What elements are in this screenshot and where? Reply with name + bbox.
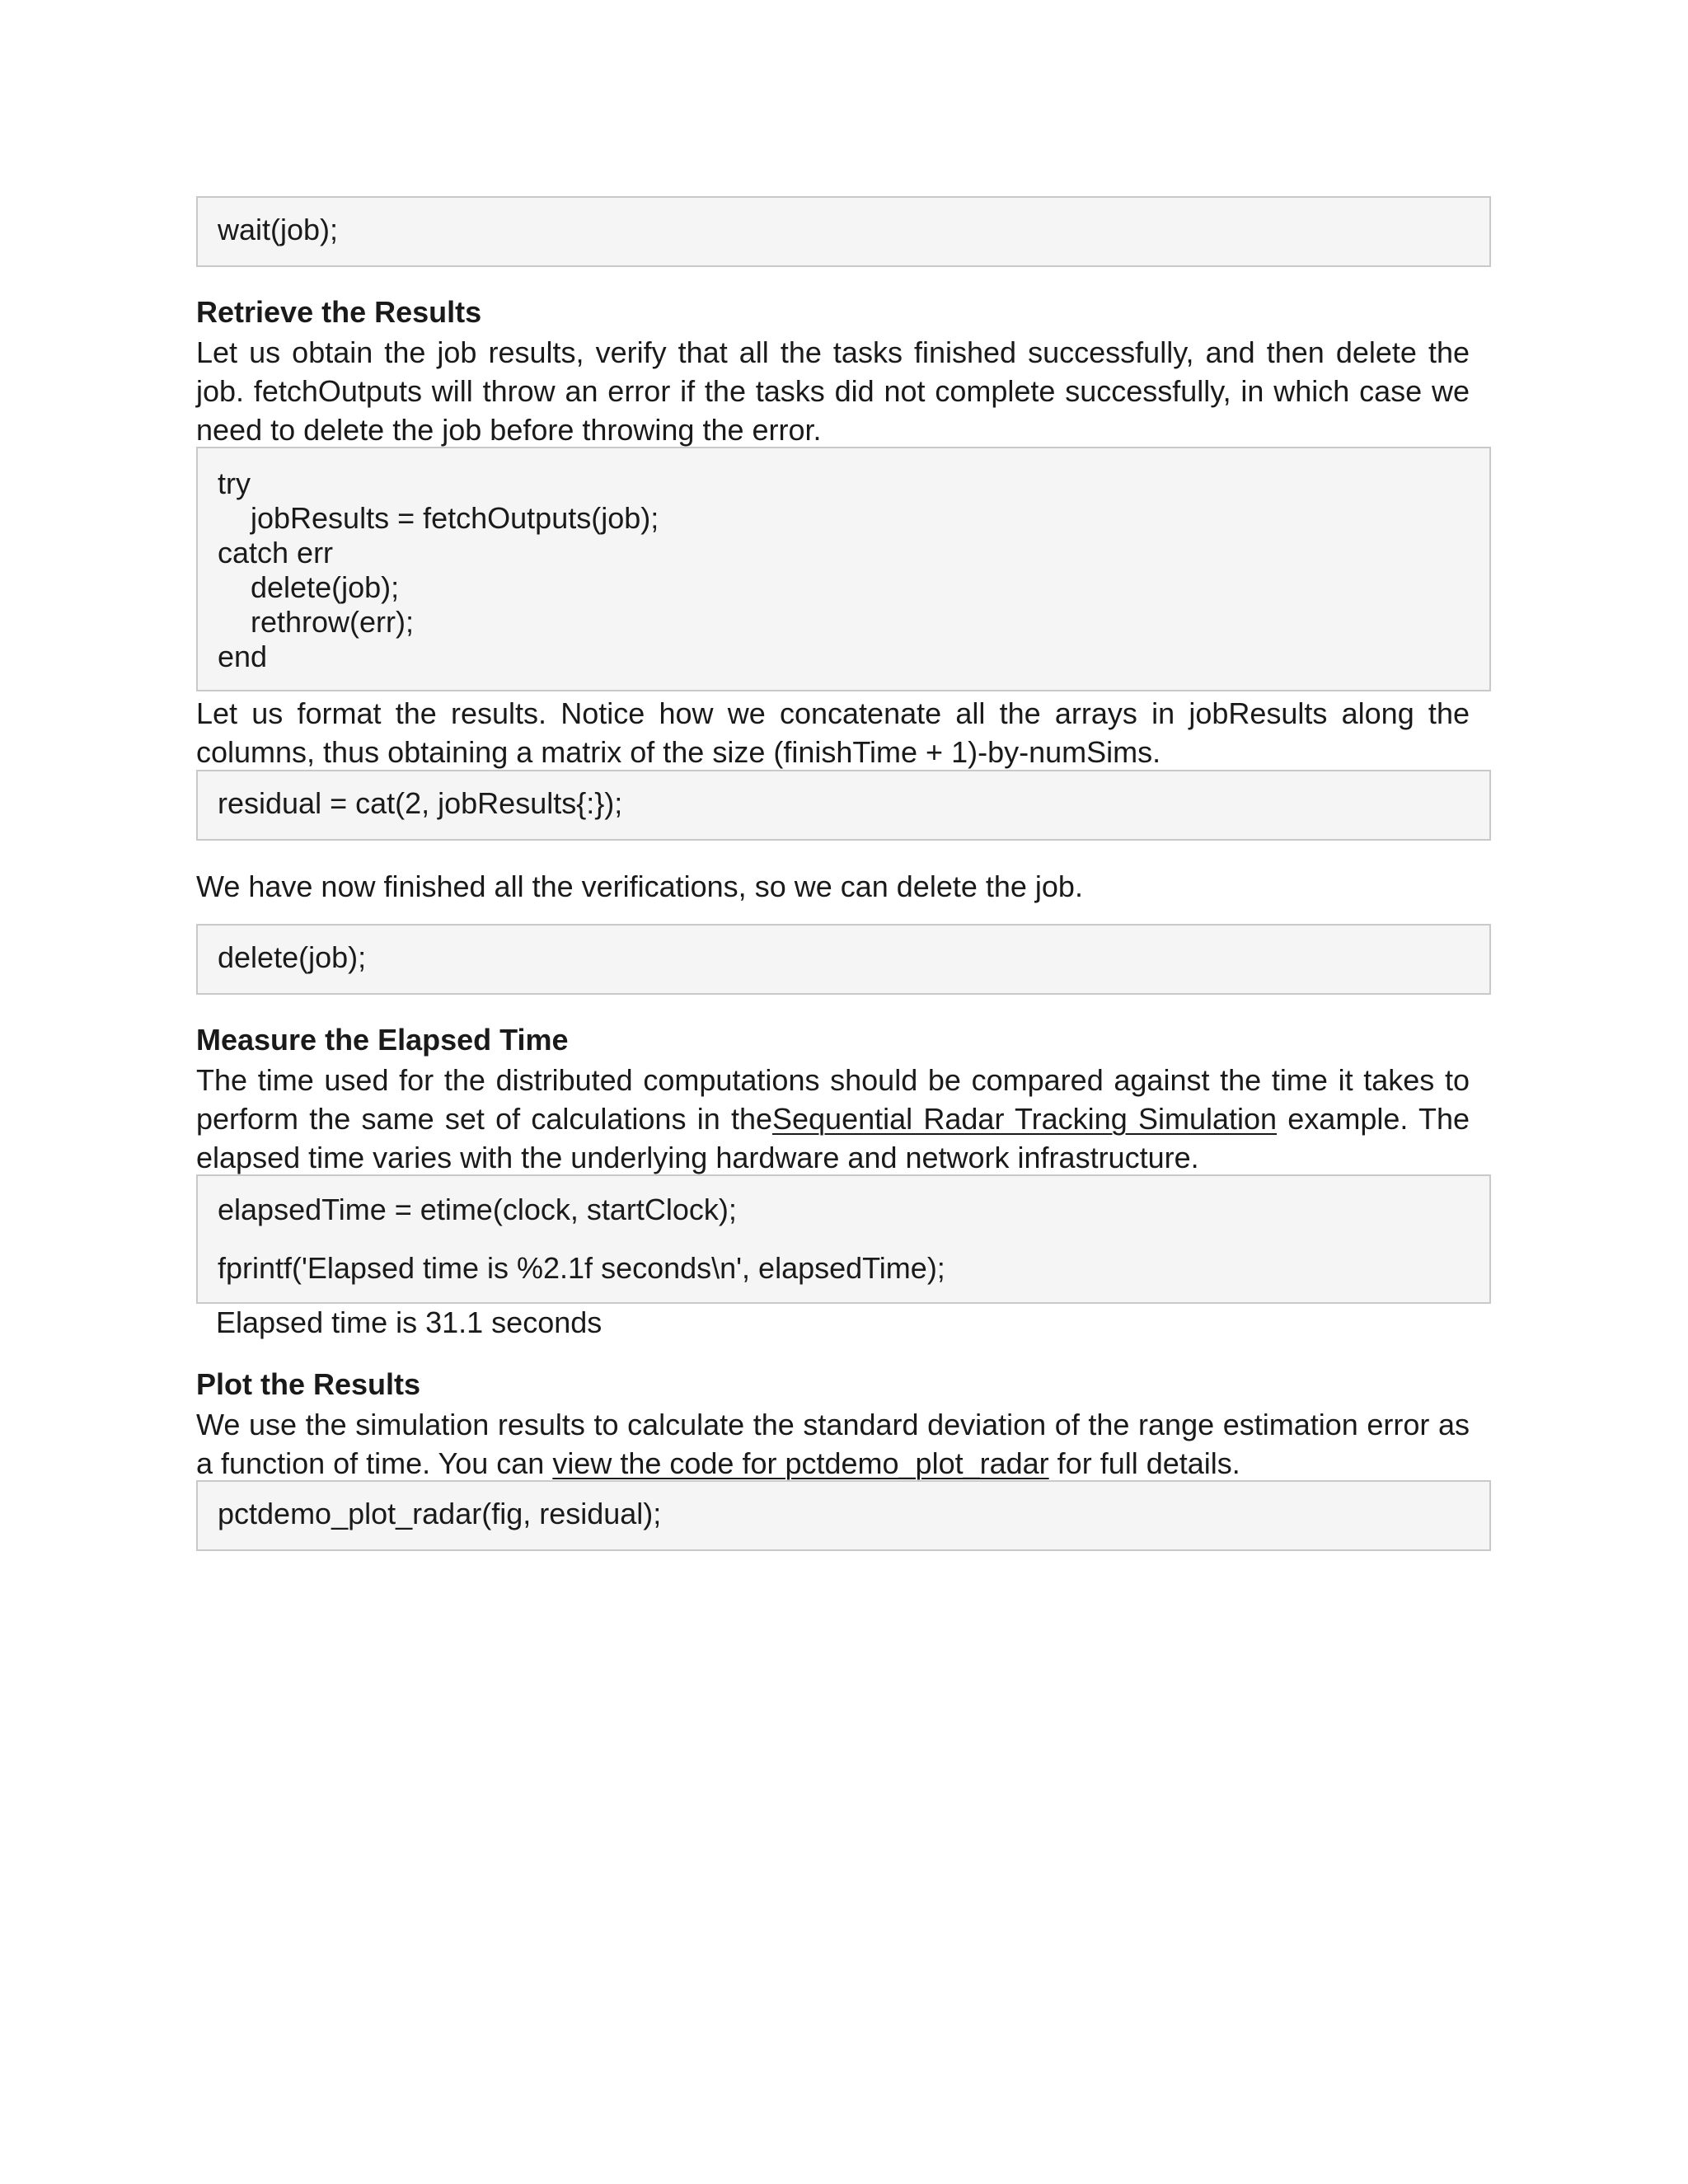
code-line: catch err [218,536,334,569]
code-block-elapsed [196,1174,1491,1304]
code-line: try [218,466,251,500]
elapsed-paragraph [196,1061,1470,1177]
code-block-plot [196,1480,1491,1551]
sequential-radar-link[interactable]: Sequential Radar Tracking Simulation [772,1102,1278,1136]
code-line: delete(job); [218,940,367,974]
section-heading-retrieve: Retrieve the Results [196,295,482,329]
elapsed-text: The time used for the distributed computations should be compared against the time it takes to perform the same set of calculations in the [196,1063,1470,1136]
code-line: delete(job); [251,570,400,604]
finished-paragraph: We have now finished all the verifications, so we can delete the job. [196,869,1083,903]
format-text: along the columns, thus obtaining a matrix of the size (finishTime + 1)-by-numSims. [196,696,1470,769]
inline-code-jobresults: jobResults [1189,696,1328,730]
elapsed-text: example. The elapsed time varies with the underlying hardware and network infrastructure. [196,1102,1470,1174]
plot-text: We use the simulation results to calculate the standard deviation of the range estimation error as a function of time. You can [196,1408,1470,1480]
section-heading-plot: Plot the Results [196,1367,421,1401]
code-line: wait(job); [218,213,339,246]
code-block-wait [196,196,1491,267]
code-line: pctdemo_plot_radar(fig, residual); [218,1497,662,1530]
plot-text: for full details. [1048,1446,1240,1480]
code-line: fprintf('Elapsed time is %2.1f seconds\n', elapsedTime); [218,1251,945,1285]
view-code-link[interactable]: view the code for pctdemo_plot_radar [552,1446,1049,1480]
retrieve-paragraph: Let us obtain the job results, verify that all the tasks finished successfully, and then delete the job. fetchOutputs will throw an error if the tasks did not complete successfully, in which case we need to delete the job before throwing the error. [196,335,1470,447]
code-block-delete [196,924,1491,995]
code-line: end [218,640,268,673]
format-text: Let us format the results. Notice how we concatenate all the arrays in [196,696,1189,730]
code-block-residual [196,770,1491,841]
section-heading-elapsed: Measure the Elapsed Time [196,1023,569,1057]
code-block-try-catch [196,447,1491,691]
code-line: elapsedTime = etime(clock, startClock); [218,1193,737,1226]
code-line: jobResults = fetchOutputs(job); [251,501,659,535]
command-output: Elapsed time is 31.1 seconds [216,1305,603,1339]
plot-paragraph [196,1405,1470,1483]
code-line: rethrow(err); [251,605,415,639]
format-paragraph [196,694,1470,771]
code-line: residual = cat(2, jobResults{:}); [218,786,623,820]
